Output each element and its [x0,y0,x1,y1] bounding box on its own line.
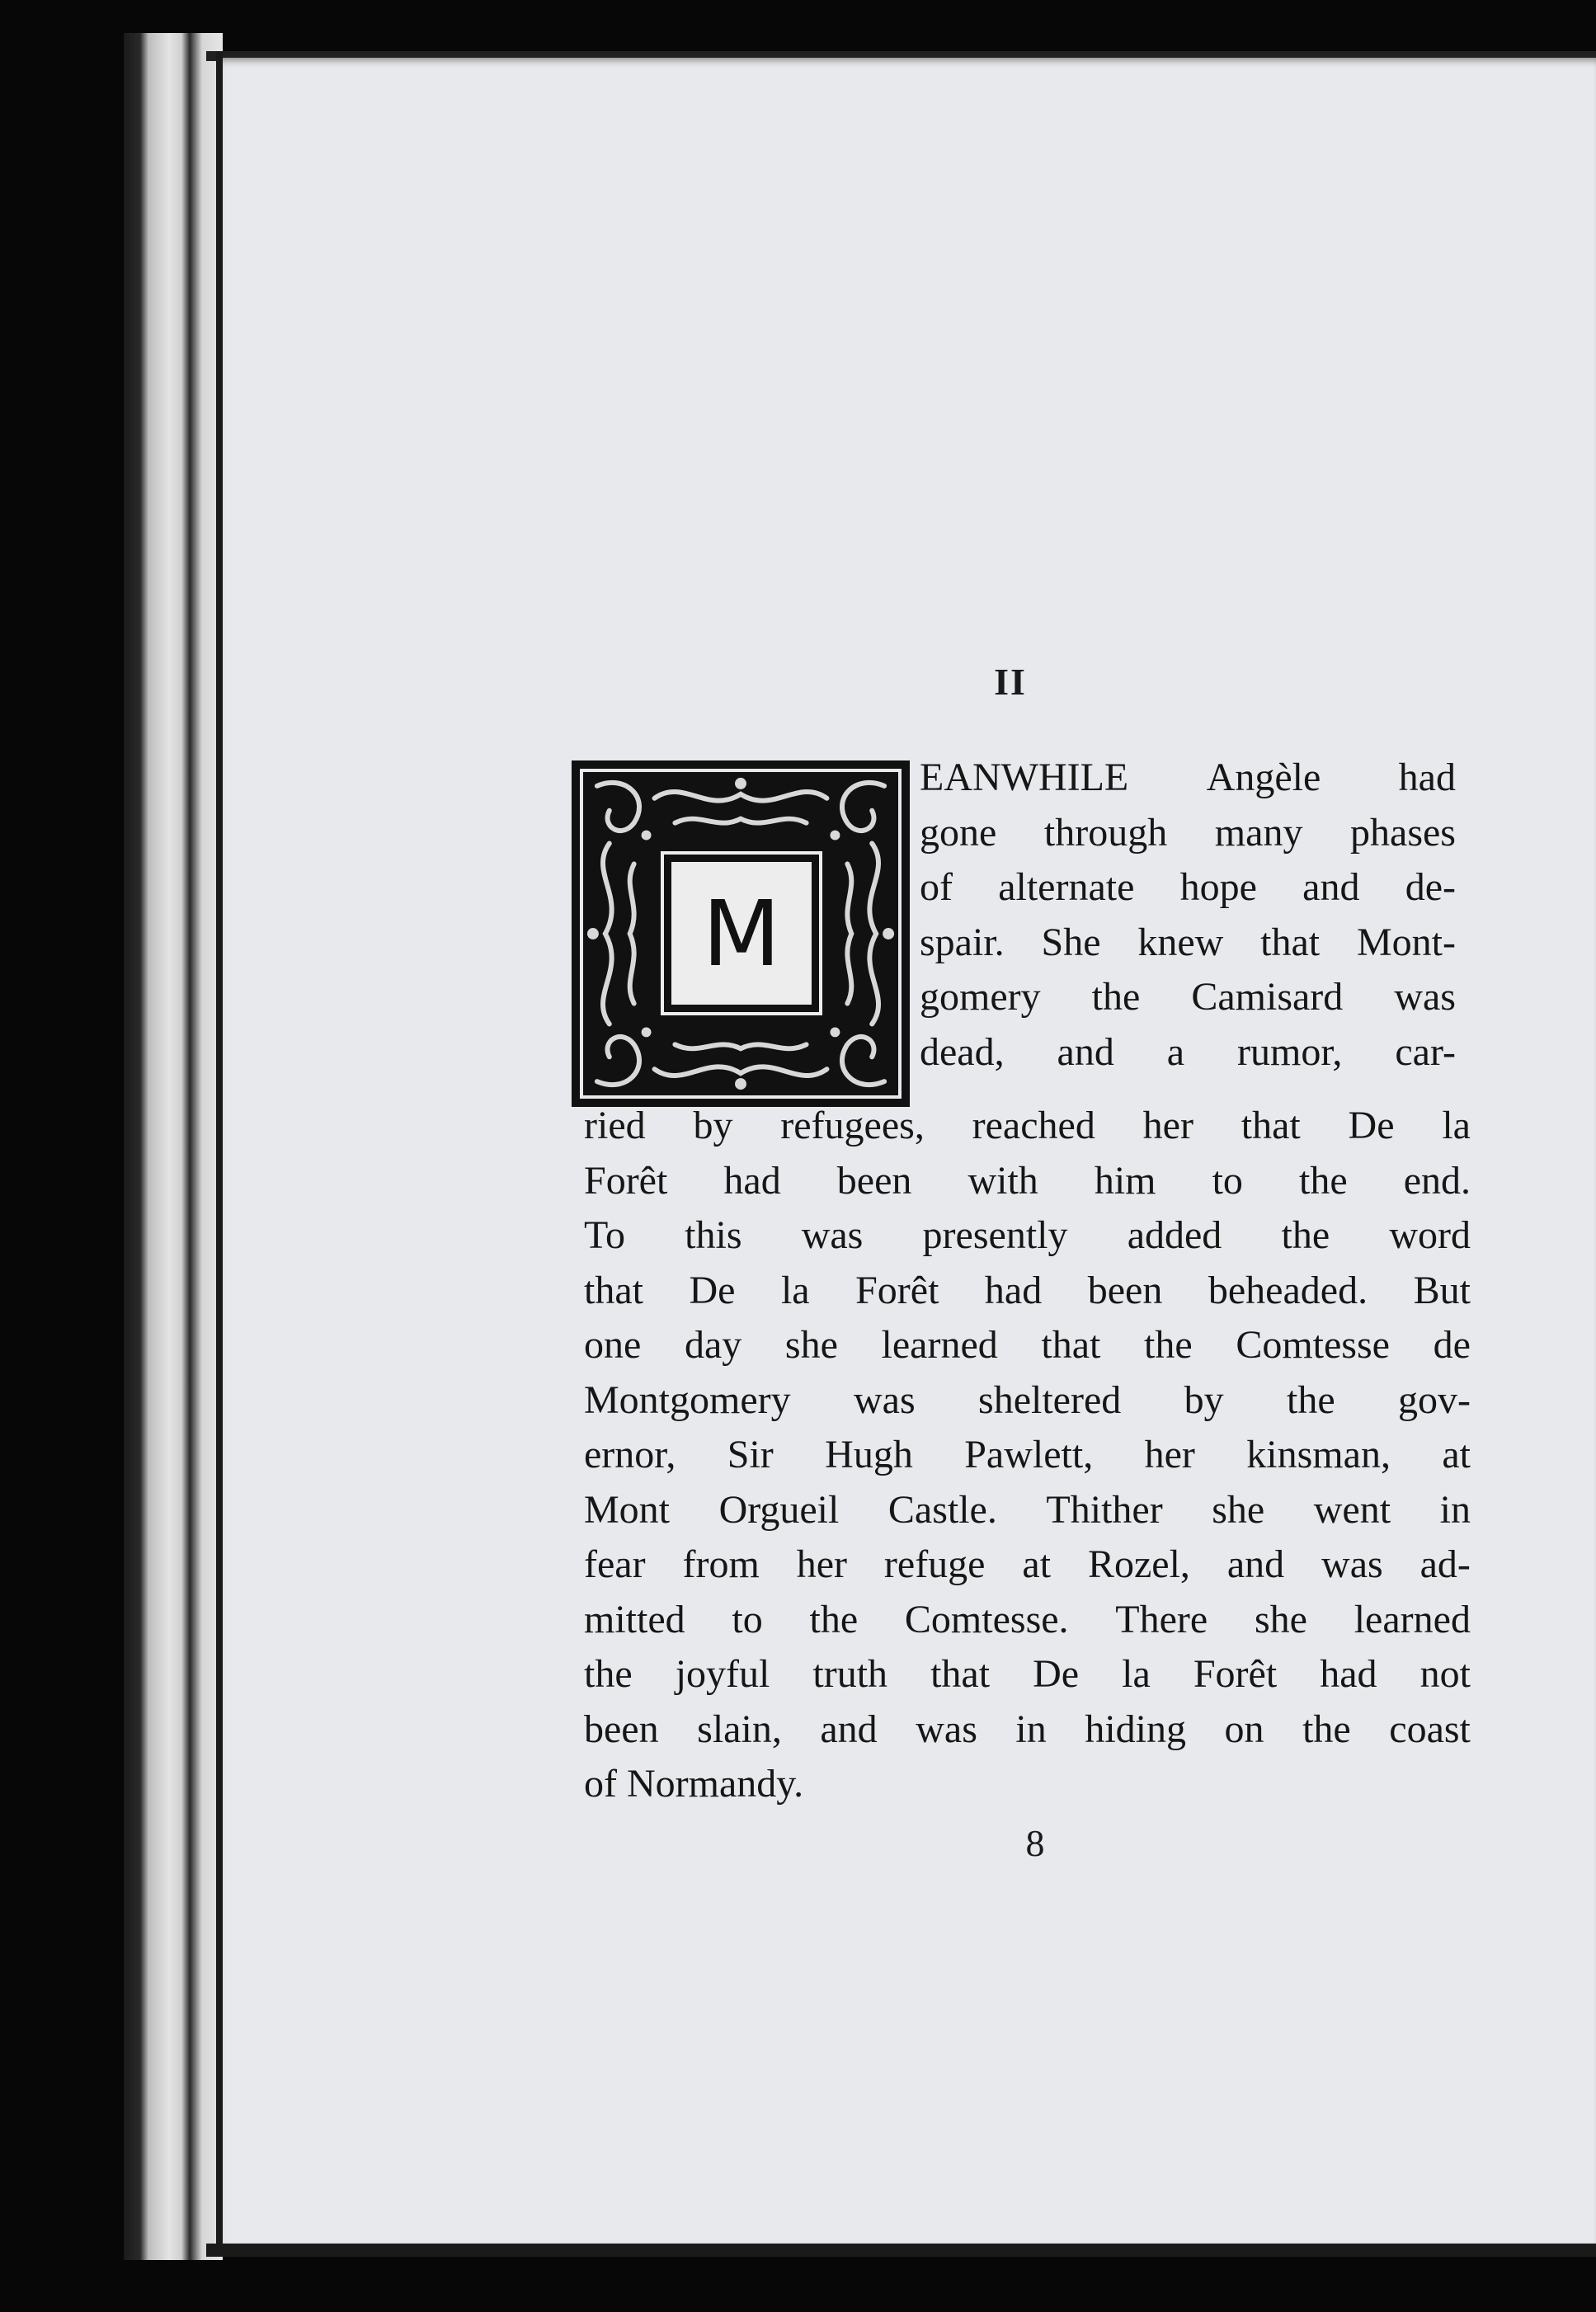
word: car- [1395,1029,1456,1074]
text-line: of Normandy. [584,1762,804,1806]
word: she [784,1323,838,1367]
word: word [1389,1213,1471,1257]
word: and [1226,1542,1285,1586]
word: fear [584,1542,646,1586]
word: De [689,1268,736,1312]
word: day [684,1323,742,1367]
word: Mont- [1356,920,1456,964]
word: the [1298,1158,1348,1203]
word: that [584,1268,643,1312]
text-line [920,1025,1456,1081]
word: had [984,1268,1043,1312]
word: and [1057,1029,1114,1074]
drop-cap-ornament [572,760,910,1107]
word: her [1142,1104,1193,1147]
word: to [732,1597,763,1641]
text-line [584,1428,1471,1483]
word: ernor, [584,1433,676,1476]
text-line [584,1702,1471,1758]
word: the [1281,1213,1330,1257]
word: EANWHILE [920,756,1129,799]
word: the [1286,1377,1335,1422]
book-binding [124,33,223,2260]
word: had [1320,1652,1377,1696]
word: the [1144,1323,1193,1367]
word: de- [1405,865,1456,909]
word: Mont [584,1487,671,1532]
word: Montgomery [584,1377,791,1422]
word: ad- [1419,1542,1471,1586]
word: But [1413,1268,1471,1312]
word: knew [1137,920,1224,964]
word: Thither [1046,1487,1163,1532]
word: Forêt [1193,1652,1278,1696]
binding-edge [216,51,223,2245]
word: rumor, [1237,1029,1343,1074]
word: slain, [697,1707,782,1751]
word: many [1214,810,1303,855]
word: and [820,1707,878,1751]
page-bottom-edge [206,2244,1596,2257]
word: joyful [675,1652,770,1696]
word: hope [1179,865,1257,909]
drop-cap-letter: M [702,880,781,986]
word: had [723,1158,781,1203]
word: coast [1389,1707,1471,1751]
word: of [920,865,953,909]
text-line [584,1208,1471,1264]
word: Comtesse [1236,1323,1390,1367]
word: through [1043,810,1168,855]
word: presently [922,1213,1068,1257]
word: De [1033,1652,1080,1696]
word: Rozel, [1087,1542,1190,1586]
word: that [1241,1104,1301,1147]
word: at [1442,1433,1471,1476]
word: had [1398,756,1456,799]
word: dead, [920,1029,1005,1074]
word: refugees, [780,1104,925,1147]
word: this [685,1213,742,1257]
text-line [584,1373,1471,1429]
word: added [1127,1213,1222,1257]
word: Angèle [1206,756,1321,799]
word: that [930,1652,991,1696]
text-line [920,970,1456,1025]
word: one [584,1323,642,1367]
word: on [1224,1707,1264,1751]
text-line [920,806,1456,861]
word: the [809,1597,859,1641]
word: De [1348,1104,1395,1147]
word: gov- [1397,1377,1471,1422]
wrapped-paragraph [920,751,1456,1080]
word: spair. [920,920,1005,964]
word: gone [920,810,997,855]
word: and [1302,865,1360,909]
word: her [1144,1433,1195,1476]
word: was [1394,975,1456,1019]
word: Forêt [855,1268,939,1312]
word: Castle. [887,1487,997,1532]
text-line [584,1483,1471,1538]
word: not [1419,1652,1471,1696]
word: la [1442,1104,1471,1147]
word: la [1122,1652,1151,1696]
word: Pawlett, [964,1433,1094,1476]
word: Sir [727,1433,774,1476]
word: She [1041,920,1101,964]
word: mitted [584,1597,685,1641]
word: was [916,1707,977,1751]
word: the [1302,1707,1351,1751]
word: la [780,1268,810,1312]
word: him [1094,1158,1156,1203]
word: Orgueil [718,1487,840,1532]
word: in [1015,1707,1047,1751]
word: reached [972,1104,1095,1147]
word: There [1115,1597,1208,1641]
page-number: 8 [1025,1822,1045,1864]
word: the [584,1652,633,1696]
word: in [1439,1487,1471,1532]
word: been [584,1707,659,1751]
word: Hugh [825,1433,913,1476]
word: kinsman, [1246,1433,1391,1476]
word: learned [1354,1597,1471,1641]
word: beheaded. [1208,1268,1368,1312]
word: been [1087,1268,1163,1312]
word: was [1321,1542,1383,1586]
chapter-number: II [994,661,1027,703]
word: with [967,1158,1038,1203]
word: to [1212,1158,1243,1203]
body-paragraph [584,1099,1471,1812]
word: To [584,1213,625,1257]
text-line [584,1154,1471,1209]
text-line [584,1318,1471,1373]
word: a [1166,1029,1185,1074]
word: she [1212,1487,1265,1532]
word: by [693,1104,733,1147]
word: hiding [1085,1707,1186,1751]
text-line [584,1264,1471,1319]
word: went [1313,1487,1391,1532]
text-line [920,860,1456,916]
word: Comtesse. [904,1597,1069,1641]
word: phases [1350,810,1456,855]
word: was [854,1377,916,1422]
word: she [1254,1597,1307,1641]
word: Forêt [584,1158,668,1203]
word: end. [1403,1158,1471,1203]
word: the [1091,975,1141,1019]
text-line [920,916,1456,971]
word: been [836,1158,912,1203]
word: truth [812,1652,888,1696]
word: from [682,1542,760,1586]
word: ried [584,1104,646,1147]
word: learned [881,1323,998,1367]
word: that [1260,920,1321,964]
word: refuge [883,1542,986,1586]
text-line [584,1537,1471,1593]
text-line [584,1647,1471,1702]
drop-cap-letter-frame [667,858,816,1009]
text-line [920,751,1456,806]
word: was [801,1213,864,1257]
text-line [584,1593,1471,1648]
word: her [796,1542,847,1586]
text-line [584,1099,1471,1154]
word: by [1184,1377,1224,1422]
word: Camisard [1191,975,1344,1019]
word: gomery [920,975,1041,1019]
word: de [1433,1323,1471,1367]
word: alternate [998,865,1135,909]
word: at [1022,1542,1052,1586]
word: that [1041,1323,1101,1367]
word: sheltered [978,1377,1122,1422]
